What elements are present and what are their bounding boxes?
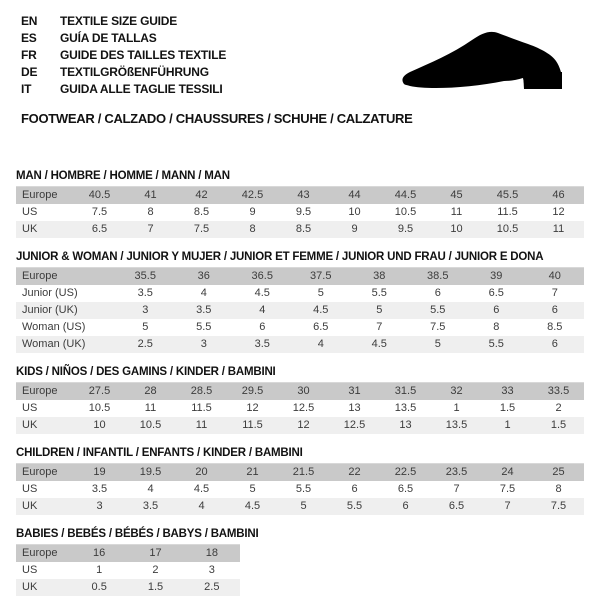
size-value: 1 [482,417,533,434]
size-value: 31 [329,383,380,401]
size-value: 23.5 [431,464,482,482]
size-value: 22 [329,464,380,482]
size-table-man [16,186,584,238]
language-label: GUÍA DE TALLAS [60,30,157,45]
language-row-en [21,12,584,29]
size-value: 6.5 [313,321,329,333]
size-value: 5.5 [295,483,312,495]
size-value: 8.5 [193,206,210,218]
size-table-children [16,463,584,515]
size-value: 6 [526,302,585,319]
size-value: 8 [555,483,562,495]
size-value: 2 [152,564,159,576]
language-code: DE [21,64,38,79]
table-row [16,268,584,286]
size-section-children [16,447,584,515]
size-value: 13.5 [394,402,417,414]
size-value: 3 [175,336,234,353]
size-value: 35.5 [116,268,175,286]
size-value: 12 [552,206,565,218]
row-label: Europe [16,383,74,401]
size-section-kids [16,366,584,434]
size-value: 7 [125,221,176,238]
size-value: 7.5 [176,221,227,238]
table-row [16,400,584,417]
table-row [16,545,240,563]
size-value: 38.5 [409,268,468,286]
size-value: 3 [116,302,175,319]
size-section-babies [16,528,584,596]
row-label: Woman (UK) [16,336,116,353]
table-row [16,562,240,579]
size-value: 27.5 [74,383,125,401]
language-label: TEXTILGRÖßENFÜHRUNG [60,64,209,79]
size-value: 4 [200,287,207,299]
size-value: 41 [125,187,176,205]
language-code: ES [21,30,37,45]
size-value: 4.5 [227,498,278,515]
row-label: US [22,483,38,495]
table-row [16,204,584,221]
size-value: 1 [453,402,460,414]
size-value: 19.5 [125,464,176,482]
size-value: 3.5 [175,302,234,319]
shoe-heel-path [523,72,562,89]
size-value: 10 [348,206,361,218]
row-label: UK [16,221,74,238]
size-tables [16,170,584,596]
size-value: 30 [278,383,329,401]
table-row [16,221,584,238]
size-table-junior-woman [16,267,584,353]
size-value: 40.5 [74,187,125,205]
size-section-junior-woman [16,251,584,353]
size-value: 10 [431,221,482,238]
section-title-man: MAN / HOMBRE / HOMME / MANN / MAN [16,170,230,182]
size-value: 5.5 [371,287,387,299]
size-value: 6.5 [488,287,504,299]
size-value: 3.5 [137,287,153,299]
size-value: 4 [147,483,154,495]
size-value: 8 [493,321,500,333]
size-value: 13 [380,417,431,434]
size-value: 7 [376,321,383,333]
size-value: 7.5 [499,483,516,495]
size-value: 12 [246,402,259,414]
size-value: 0.5 [71,579,127,596]
language-code: IT [21,81,32,96]
size-value: 28 [125,383,176,401]
row-label: Europe [16,187,74,205]
size-value: 37.5 [292,268,351,286]
section-title-babies: BABIES / BEBÉS / BÉBÉS / BABYS / BAMBINI [16,528,259,540]
row-label: Europe [16,268,116,286]
table-row [16,319,584,336]
size-value: 10.5 [88,402,111,414]
language-label: TEXTILE SIZE GUIDE [60,13,178,28]
size-value: 3.5 [233,336,292,353]
size-value: 6 [351,483,358,495]
size-value: 12.5 [329,417,380,434]
size-value: 7 [453,483,460,495]
size-value: 9.5 [295,206,312,218]
size-value: 8 [227,221,278,238]
row-label: US [22,402,38,414]
size-value: 5.5 [196,321,212,333]
size-value: 5 [278,498,329,515]
table-row [16,417,584,434]
size-value: 42.5 [227,187,278,205]
language-code: FR [21,47,37,62]
size-value: 25 [533,464,584,482]
row-label: US [22,564,38,576]
table-row [16,383,584,401]
table-row [16,336,584,353]
size-value: 5 [249,483,256,495]
size-value: 4.5 [254,287,270,299]
size-value: 5.5 [409,302,468,319]
size-value: 5 [409,336,468,353]
size-value: 24 [482,464,533,482]
size-value: 29.5 [227,383,278,401]
size-value: 3.5 [125,498,176,515]
size-value: 33 [482,383,533,401]
size-value: 6 [526,336,585,353]
size-value: 2 [555,402,562,414]
size-value: 4.5 [350,336,409,353]
size-value: 5.5 [329,498,380,515]
size-value: 21.5 [278,464,329,482]
size-value: 9 [329,221,380,238]
size-value: 10.5 [482,221,533,238]
size-table-kids [16,382,584,434]
size-value: 7.5 [430,321,446,333]
size-value: 6.5 [397,483,414,495]
size-value: 1.5 [533,417,584,434]
language-code: EN [21,13,38,28]
row-label: Woman (US) [22,321,86,333]
row-label: Europe [16,545,71,563]
size-value: 42 [176,187,227,205]
table-row [16,285,584,302]
category-line: FOOTWEAR / CALZADO / CHAUSSURES / SCHUHE / CALZATURE [21,111,413,126]
size-value: 1 [96,564,103,576]
size-value: 1.5 [499,402,516,414]
size-value: 11.5 [227,417,278,434]
size-value: 10.5 [394,206,417,218]
size-value: 5 [142,321,149,333]
size-value: 31.5 [380,383,431,401]
size-value: 36 [175,268,234,286]
size-value: 6 [380,498,431,515]
size-value: 12 [278,417,329,434]
size-value: 5 [317,287,324,299]
size-value: 8.5 [278,221,329,238]
size-value: 21 [227,464,278,482]
size-section-man [16,170,584,238]
size-value: 1.5 [127,579,183,596]
size-value: 6.5 [431,498,482,515]
size-value: 32 [431,383,482,401]
size-value: 18 [184,545,240,563]
row-label: Junior (UK) [16,302,116,319]
size-value: 44 [329,187,380,205]
section-title-kids: KIDS / NIÑOS / DES GAMINS / KINDER / BAMBINI [16,366,276,378]
size-value: 7.5 [91,206,108,218]
size-value: 4.5 [292,302,351,319]
table-row [16,464,584,482]
size-value: 6 [259,321,266,333]
size-value: 4.5 [193,483,210,495]
size-value: 7.5 [533,498,584,515]
size-value: 13 [348,402,361,414]
size-value: 45.5 [482,187,533,205]
size-value: 3 [74,498,125,515]
size-value: 4 [292,336,351,353]
size-value: 2.5 [184,579,240,596]
size-value: 11.5 [497,206,518,218]
size-value: 9 [249,206,256,218]
size-value: 44.5 [380,187,431,205]
size-value: 11 [533,221,584,238]
size-value: 3 [208,564,215,576]
size-value: 10 [74,417,125,434]
size-value: 20 [176,464,227,482]
row-label: Europe [16,464,74,482]
size-value: 5.5 [467,336,526,353]
size-value: 28.5 [176,383,227,401]
size-value: 45 [431,187,482,205]
size-value: 7 [551,287,558,299]
size-value: 12.5 [292,402,315,414]
row-label: UK [16,498,74,515]
size-value: 3.5 [91,483,108,495]
size-value: 36.5 [233,268,292,286]
size-value: 11.5 [191,402,212,414]
size-value: 19 [74,464,125,482]
size-value: 33.5 [533,383,584,401]
size-value: 11 [176,417,227,434]
size-value: 13.5 [431,417,482,434]
size-value: 46 [533,187,584,205]
size-value: 40 [526,268,585,286]
size-value: 4 [176,498,227,515]
table-row [16,498,584,515]
size-value: 6.5 [74,221,125,238]
size-value: 11 [144,402,157,414]
size-value: 6 [467,302,526,319]
language-label: GUIDE DES TAILLES TEXTILE [60,47,227,62]
size-value: 8 [147,206,154,218]
size-value: 7 [482,498,533,515]
size-value: 11 [450,206,463,218]
size-value: 43 [278,187,329,205]
table-row [16,187,584,205]
row-label: UK [16,579,71,596]
section-title-children: CHILDREN / INFANTIL / ENFANTS / KINDER / BAMBINI [16,447,303,459]
size-value: 9.5 [380,221,431,238]
row-label: US [22,206,38,218]
size-value: 38 [350,268,409,286]
size-value: 10.5 [125,417,176,434]
section-title-junior-woman: JUNIOR & WOMAN / JUNIOR Y MUJER / JUNIOR ET FEMME / JUNIOR UND FRAU / JUNIOR E DONA [16,251,544,263]
size-value: 2.5 [116,336,175,353]
table-row [16,579,240,596]
table-row [16,481,584,498]
table-row [16,302,584,319]
row-label: UK [16,417,74,434]
row-label: Junior (US) [22,287,78,299]
size-value: 22.5 [380,464,431,482]
size-value: 17 [127,545,183,563]
size-value: 39 [467,268,526,286]
size-table-babies [16,544,240,596]
size-value: 16 [71,545,127,563]
shoe-icon [400,28,576,98]
size-value: 8.5 [547,321,563,333]
size-value: 6 [434,287,441,299]
language-label: GUIDA ALLE TAGLIE TESSILI [60,81,223,96]
size-value: 5 [350,302,409,319]
size-value: 4 [233,302,292,319]
